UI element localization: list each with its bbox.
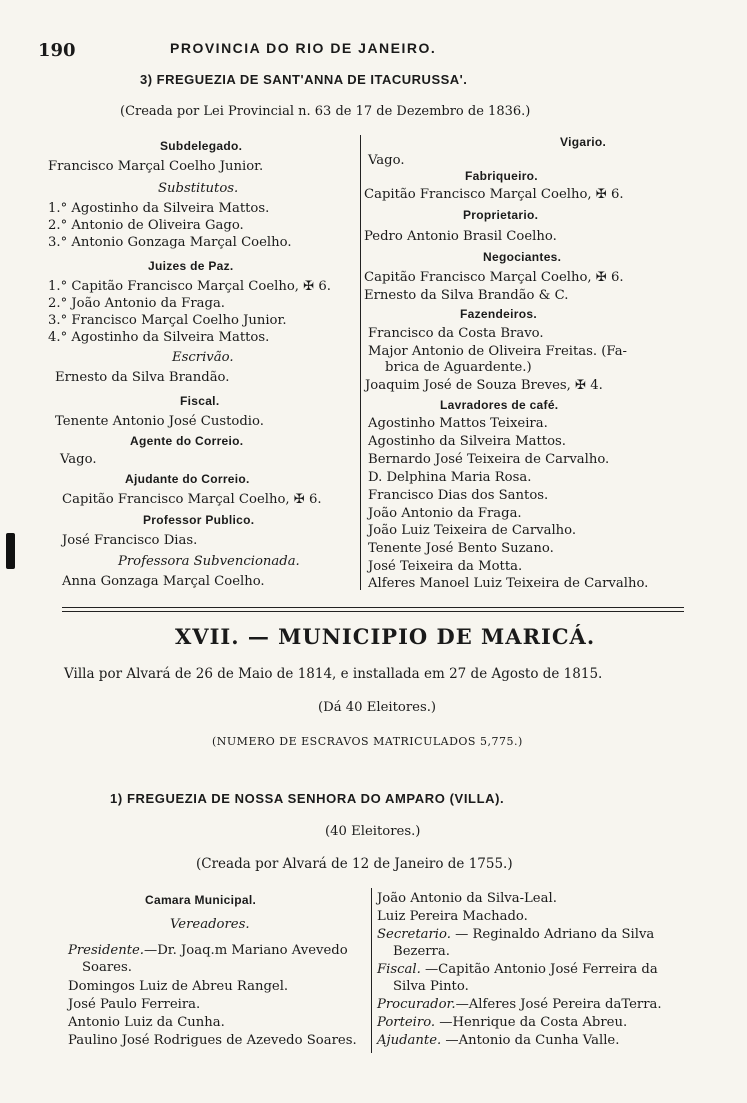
section-divider: [62, 607, 684, 608]
ajudante-line: [377, 1033, 619, 1048]
substituto-item: 1.° Agostinho da Silveira Mattos.: [48, 201, 270, 216]
procurador-line: [377, 997, 662, 1012]
porteiro-name: —Henrique da Costa Abreu.: [435, 1015, 628, 1030]
escrivao-name: Ernesto da Silva Brandão.: [55, 370, 230, 385]
juiz-item: 3.° Francisco Marçal Coelho Junior.: [48, 313, 287, 328]
escrivao-heading: Escrivão.: [172, 350, 234, 365]
ajudante-label: Ajudante.: [377, 1033, 442, 1048]
freguezia-note: (Creada por Alvará de 12 de Janeiro de 1755.): [196, 856, 513, 872]
vigario-heading: Vigario.: [560, 135, 607, 149]
lavrador-item: José Teixeira da Motta.: [368, 559, 523, 574]
secretario-name-cont: Bezerra.: [393, 944, 450, 959]
professor-heading: Professor Publico.: [143, 513, 255, 527]
section-title: 3) FREGUEZIA DE SANT'ANNA DE ITACURUSSA'.: [140, 72, 468, 87]
lavrador-item: Tenente José Bento Suzano.: [368, 541, 554, 556]
vigario-name: Vago.: [368, 153, 405, 168]
camara-heading: Camara Municipal.: [145, 893, 257, 907]
procurador-name: —Alferes José Pereira daTerra.: [455, 997, 662, 1012]
fazendeiro-item: Joaquim José de Souza Breves, ✠ 4.: [365, 378, 603, 393]
subdelegado-name: Francisco Marçal Coelho Junior.: [48, 159, 264, 174]
presidente-line: [68, 943, 348, 958]
fabriqueiro-heading: Fabriqueiro.: [465, 169, 538, 183]
fabriqueiro-name: Capitão Francisco Marçal Coelho, ✠ 6.: [364, 187, 624, 202]
subdelegado-heading: Subdelegado.: [160, 139, 243, 153]
vereador-item: Domingos Luiz de Abreu Rangel.: [68, 979, 289, 994]
section-creation-note: (Creada por Lei Provincial n. 63 de 17 de Dezembro de 1836.): [120, 104, 531, 119]
professora-heading: Professora Subvencionada.: [118, 554, 300, 569]
villa-line: Villa por Alvará de 26 de Maio de 1814, e installada em 27 de Agosto de 1815.: [64, 666, 603, 682]
column-divider: [360, 135, 361, 590]
presidente-label: Presidente.: [68, 943, 145, 958]
professor-name: José Francisco Dias.: [62, 533, 198, 548]
lavradores-heading: Lavradores de café.: [440, 398, 559, 412]
lavrador-item: João Luiz Teixeira de Carvalho.: [368, 523, 577, 538]
agente-heading: Agente do Correio.: [130, 434, 244, 448]
section-divider: [62, 611, 684, 612]
fiscal-name: Tenente Antonio José Custodio.: [55, 414, 264, 429]
juiz-item: 2.° João Antonio da Fraga.: [48, 296, 225, 311]
fiscal-line: [377, 962, 658, 977]
column-divider: [371, 888, 372, 1053]
municipio-title: XVII. — MUNICIPIO DE MARICÁ.: [175, 624, 596, 649]
page-header-title: PROVINCIA DO RIO DE JANEIRO.: [170, 40, 437, 56]
juiz-item: 1.° Capitão Francisco Marçal Coelho, ✠ 6.: [48, 279, 331, 294]
agente-name: Vago.: [60, 452, 97, 467]
procurador-label: Procurador.: [377, 997, 456, 1012]
fazendeiro-item: Francisco da Costa Bravo.: [368, 326, 544, 341]
professora-name: Anna Gonzaga Marçal Coelho.: [62, 574, 265, 589]
negociante-item: Ernesto da Silva Brandão & C.: [364, 288, 569, 303]
fazendeiros-heading: Fazendeiros.: [460, 307, 537, 321]
vereador-item: João Antonio da Silva-Leal.: [377, 891, 557, 906]
vereador-item: Paulino José Rodrigues de Azevedo Soares.: [68, 1033, 357, 1048]
substituto-item: 2.° Antonio de Oliveira Gago.: [48, 218, 244, 233]
escravos-line: (NUMERO DE ESCRAVOS MATRICULADOS 5,775.): [212, 735, 523, 748]
freguezia-title: 1) FREGUEZIA DE NOSSA SENHORA DO AMPARO (VILLA).: [110, 791, 505, 806]
secretario-name: — Reginaldo Adriano da Silva: [450, 927, 655, 942]
fazendeiro-item: Major Antonio de Oliveira Freitas. (Fa-: [368, 344, 628, 359]
lavrador-item: Bernardo José Teixeira de Carvalho.: [368, 452, 610, 467]
lavrador-item: Agostinho da Silveira Mattos.: [368, 434, 566, 449]
lavrador-item: Alferes Manoel Luiz Teixeira de Carvalho.: [368, 576, 649, 591]
porteiro-label: Porteiro.: [377, 1015, 436, 1030]
ajudante-heading: Ajudante do Correio.: [125, 472, 250, 486]
negociantes-heading: Negociantes.: [483, 250, 562, 264]
vereador-item: Antonio Luiz da Cunha.: [68, 1015, 225, 1030]
fiscal-name-cont: Silva Pinto.: [393, 979, 469, 994]
juiz-item: 4.° Agostinho da Silveira Mattos.: [48, 330, 270, 345]
ajudante-name: —Antonio da Cunha Valle.: [441, 1033, 620, 1048]
lavrador-item: D. Delphina Maria Rosa.: [368, 470, 532, 485]
vereador-item: Luiz Pereira Machado.: [377, 909, 528, 924]
secretario-line: [377, 927, 654, 942]
page-number: 190: [38, 40, 76, 61]
lavrador-item: João Antonio da Fraga.: [368, 506, 522, 521]
presidente-name: —Dr. Joaq.m Mariano Avevedo: [144, 943, 348, 958]
vereador-item: José Paulo Ferreira.: [68, 997, 201, 1012]
secretario-label: Secretario.: [377, 927, 451, 942]
lavrador-item: Francisco Dias dos Santos.: [368, 488, 549, 503]
proprietario-name: Pedro Antonio Brasil Coelho.: [364, 229, 557, 244]
presidente-name-cont: Soares.: [82, 960, 132, 975]
freguezia-eleitores: (40 Eleitores.): [325, 824, 421, 839]
margin-mark: [6, 533, 15, 569]
fiscal-heading: Fiscal.: [180, 394, 220, 408]
substituto-item: 3.° Antonio Gonzaga Marçal Coelho.: [48, 235, 292, 250]
negociante-item: Capitão Francisco Marçal Coelho, ✠ 6.: [364, 270, 624, 285]
ajudante-name: Capitão Francisco Marçal Coelho, ✠ 6.: [62, 492, 322, 507]
eleitores-line: (Dá 40 Eleitores.): [318, 700, 437, 715]
proprietario-heading: Proprietario.: [463, 208, 539, 222]
fiscal-name: —Capitão Antonio José Ferreira da: [420, 962, 658, 977]
fiscal-label: Fiscal.: [377, 962, 421, 977]
fazendeiro-item: brica de Aguardente.): [385, 360, 532, 375]
lavrador-item: Agostinho Mattos Teixeira.: [368, 416, 548, 431]
vereadores-heading: Vereadores.: [170, 917, 250, 932]
porteiro-line: [377, 1015, 627, 1030]
juizes-heading: Juizes de Paz.: [148, 259, 234, 273]
substitutos-heading: Substitutos.: [158, 181, 239, 196]
